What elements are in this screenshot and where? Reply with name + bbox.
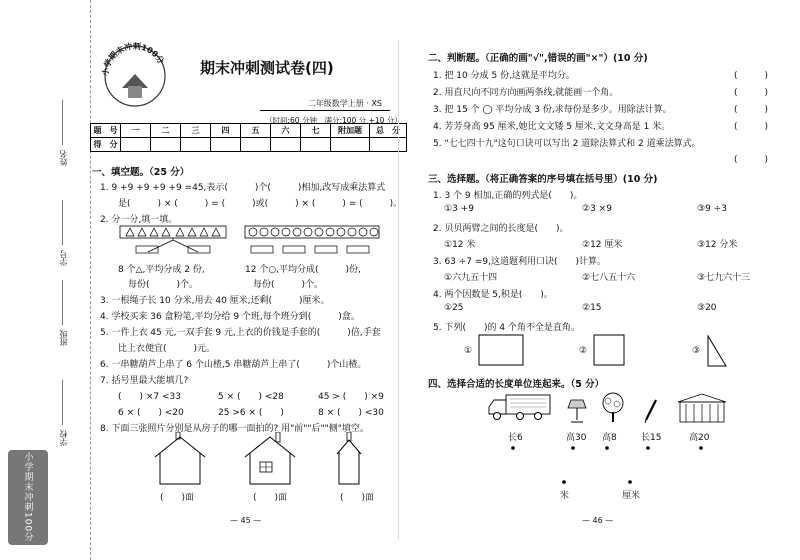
logo-arc-text: 小学期末冲刺100分 <box>100 41 166 77</box>
choice-5-opt-3: ③ <box>692 346 701 356</box>
q8-caption-3: ( )面 <box>340 493 375 503</box>
item-pencil-label: 长15 <box>641 433 662 443</box>
judge-1-blank: ( ) <box>734 71 769 81</box>
choice-3-opt-1: ①六九五十四 <box>444 273 498 283</box>
page-number-left: — 45 — <box>230 516 262 525</box>
q7-r1-c3: 45 > ( ) ×9 <box>318 392 384 402</box>
choice-1: 1. 3 个 9 相加,正确的列式是( )。 <box>433 191 583 201</box>
triangles-diagram <box>118 224 228 254</box>
triangle-shape <box>706 334 728 368</box>
q7-text: 7. 括号里最大能填几? <box>100 376 189 386</box>
judge-1: 1. 把 10 分成 5 份,这就是平均分。 <box>433 71 575 81</box>
house-view-front-outline <box>150 432 210 487</box>
choice-5-opt-1: ① <box>464 346 473 356</box>
q5-line-a: 5. 一件上衣 45 元,一双手套 9 元,上衣的价钱是手套的( )倍,手套 <box>100 328 381 338</box>
house-view-with-window <box>240 432 300 487</box>
choice-3-opt-2: ②七八五十六 <box>582 273 636 283</box>
judge-3: 3. 把 15 个 ◯ 平均分成 3 份,求每份是多少。用除法计算。 <box>433 105 672 115</box>
lamp-picture <box>566 398 588 424</box>
q7-r2-c3: 8 × ( ) <30 <box>318 408 384 418</box>
q7-r1-c2: 5 × ( ) <28 <box>218 392 284 402</box>
choice-4: 4. 两个因数是 5,积是( )。 <box>433 290 553 300</box>
unit-dots <box>558 478 638 486</box>
center-fold <box>398 40 399 540</box>
score-table-score-row: 得 分 <box>91 138 407 152</box>
q7-r2-c2: 25 >6 × ( ) <box>218 408 284 418</box>
q6-text: 6. 一串糖葫芦上串了 6 个山楂,5 串糖葫芦上串了( )个山楂。 <box>100 360 367 370</box>
q3-text: 3. 一根绳子长 10 分米,用去 40 厘米,还剩( )厘米。 <box>100 296 330 306</box>
item-lamp-label: 高30 <box>566 433 587 443</box>
item-tree-label: 高8 <box>602 433 617 443</box>
choice-4-opt-1: ①25 <box>444 303 464 313</box>
item-truck-label: 长6 <box>508 433 523 443</box>
judge-5: 5. "七七四十九"这句口诀可以写出 2 道除法算式和 2 道乘法算式。 <box>433 139 701 149</box>
q1-line-b: 是( ) × ( ) = ( )或( ) × ( ) = ( )。 <box>118 199 403 209</box>
class-label: 班级 <box>59 330 68 346</box>
item-building-label: 高20 <box>689 433 710 443</box>
score-table-header-row: 题 号 一 二 三 四 五 六 七 附加题 总 分 <box>91 124 407 138</box>
q8-caption-2: ( )面 <box>253 493 288 503</box>
section-1-title: 一、填空题。（25 分） <box>92 167 190 178</box>
judge-4: 4. 芳芳身高 95 厘米,她比文文矮 5 厘米,文文身高是 1 米。 <box>433 122 671 132</box>
building-picture <box>676 392 728 424</box>
grade-subtitle: 二年级数学上册 · XS <box>307 99 382 108</box>
house-view-side <box>332 432 366 487</box>
school-label: 学校 <box>59 430 68 446</box>
q2-left-b: 每份( )个。 <box>128 280 199 290</box>
q2-text: 2. 分一分,填一填。 <box>100 215 178 225</box>
q2-left-a: 8 个△,平均分成 2 份, <box>118 265 205 275</box>
q2-right-b: 每份( )个。 <box>253 280 324 290</box>
series-badge: 小学期末冲刺100分 <box>8 450 48 545</box>
q7-r1-c1: ( ) ×7 <33 <box>118 392 182 402</box>
q1-line-a: 1. 9 +9 +9 +9 +9 =45,表示( )个( )相加,改写成乘法算式 <box>100 183 386 193</box>
q5-line-b: 比上衣便宜( )元。 <box>118 344 216 354</box>
tree-picture <box>599 392 627 424</box>
choice-1-opt-3: ③9 ÷3 <box>697 204 727 214</box>
rectangle-shape <box>478 334 524 366</box>
choice-5: 5. 下列( )的 4 个角不全是直角。 <box>433 323 580 333</box>
q7-r2-c1: 6 × ( ) <20 <box>118 408 184 418</box>
square-shape <box>593 334 625 366</box>
truck-picture <box>486 392 552 422</box>
page-number-right: — 46 — <box>582 516 614 525</box>
choice-4-opt-2: ②15 <box>582 303 602 313</box>
section-2-title: 二、判断题。（正确的画"√",错误的画"×"）(10 分) <box>428 53 648 64</box>
score-table <box>90 123 407 152</box>
choice-3-opt-3: ③七九六十三 <box>697 273 751 283</box>
title-rule <box>260 110 390 111</box>
judge-4-blank: ( ) <box>734 122 769 132</box>
choice-2: 2. 贝贝两臂之间的长度是( )。 <box>433 224 569 234</box>
series-logo <box>100 38 170 108</box>
page-title: 期末冲刺测试卷(四) <box>200 59 334 77</box>
choice-5-opt-2: ② <box>579 346 588 356</box>
section-4-title: 四、选择合适的长度单位连起来。（5 分） <box>428 379 605 390</box>
judge-5-blank: ( ) <box>734 155 769 165</box>
student-id-line <box>62 200 63 245</box>
judge-2-blank: ( ) <box>734 88 769 98</box>
choice-2-opt-1: ①12 米 <box>444 240 476 250</box>
item-dots <box>505 444 715 452</box>
choice-2-opt-2: ②12 厘米 <box>582 240 623 250</box>
time-score-meta: （时间:60 分钟 满分:100 分 +10 分） <box>265 116 402 125</box>
q8-text: 8. 下面三张照片分别是从房子的哪一面拍的? 用"前""后""侧"填空。 <box>100 424 369 434</box>
name-line <box>62 100 63 145</box>
choice-1-opt-1: ①3 +9 <box>444 204 474 214</box>
choice-3: 3. 63 ÷7 =9,这道题利用口诀( )计算。 <box>433 257 607 267</box>
q4-text: 4. 学校买来 36 盒粉笔,平均分给 9 个班,每个班分到( )盒。 <box>100 312 360 322</box>
class-line <box>62 280 63 325</box>
choice-1-opt-2: ②3 ×9 <box>582 204 612 214</box>
q8-caption-1: ( )面 <box>160 493 195 503</box>
pencil-picture <box>642 398 660 424</box>
choice-4-opt-3: ③20 <box>697 303 717 313</box>
unit-centimeter: 厘米 <box>622 491 641 501</box>
judge-3-blank: ( ) <box>734 105 769 115</box>
student-id-label: 学号 <box>59 250 68 266</box>
name-label: 姓名 <box>59 150 68 166</box>
section-3-title: 三、选择题。（将正确答案的序号填在括号里）(10 分) <box>428 174 658 185</box>
judge-2: 2. 用直尺向不同方向画两条线,就能画一个角。 <box>433 88 619 98</box>
unit-meter: 米 <box>560 491 570 501</box>
choice-2-opt-3: ③12 分米 <box>697 240 738 250</box>
school-line <box>62 380 63 425</box>
circles-diagram <box>243 224 383 254</box>
q2-right-a: 12 个○,平均分成( )份, <box>245 265 361 275</box>
